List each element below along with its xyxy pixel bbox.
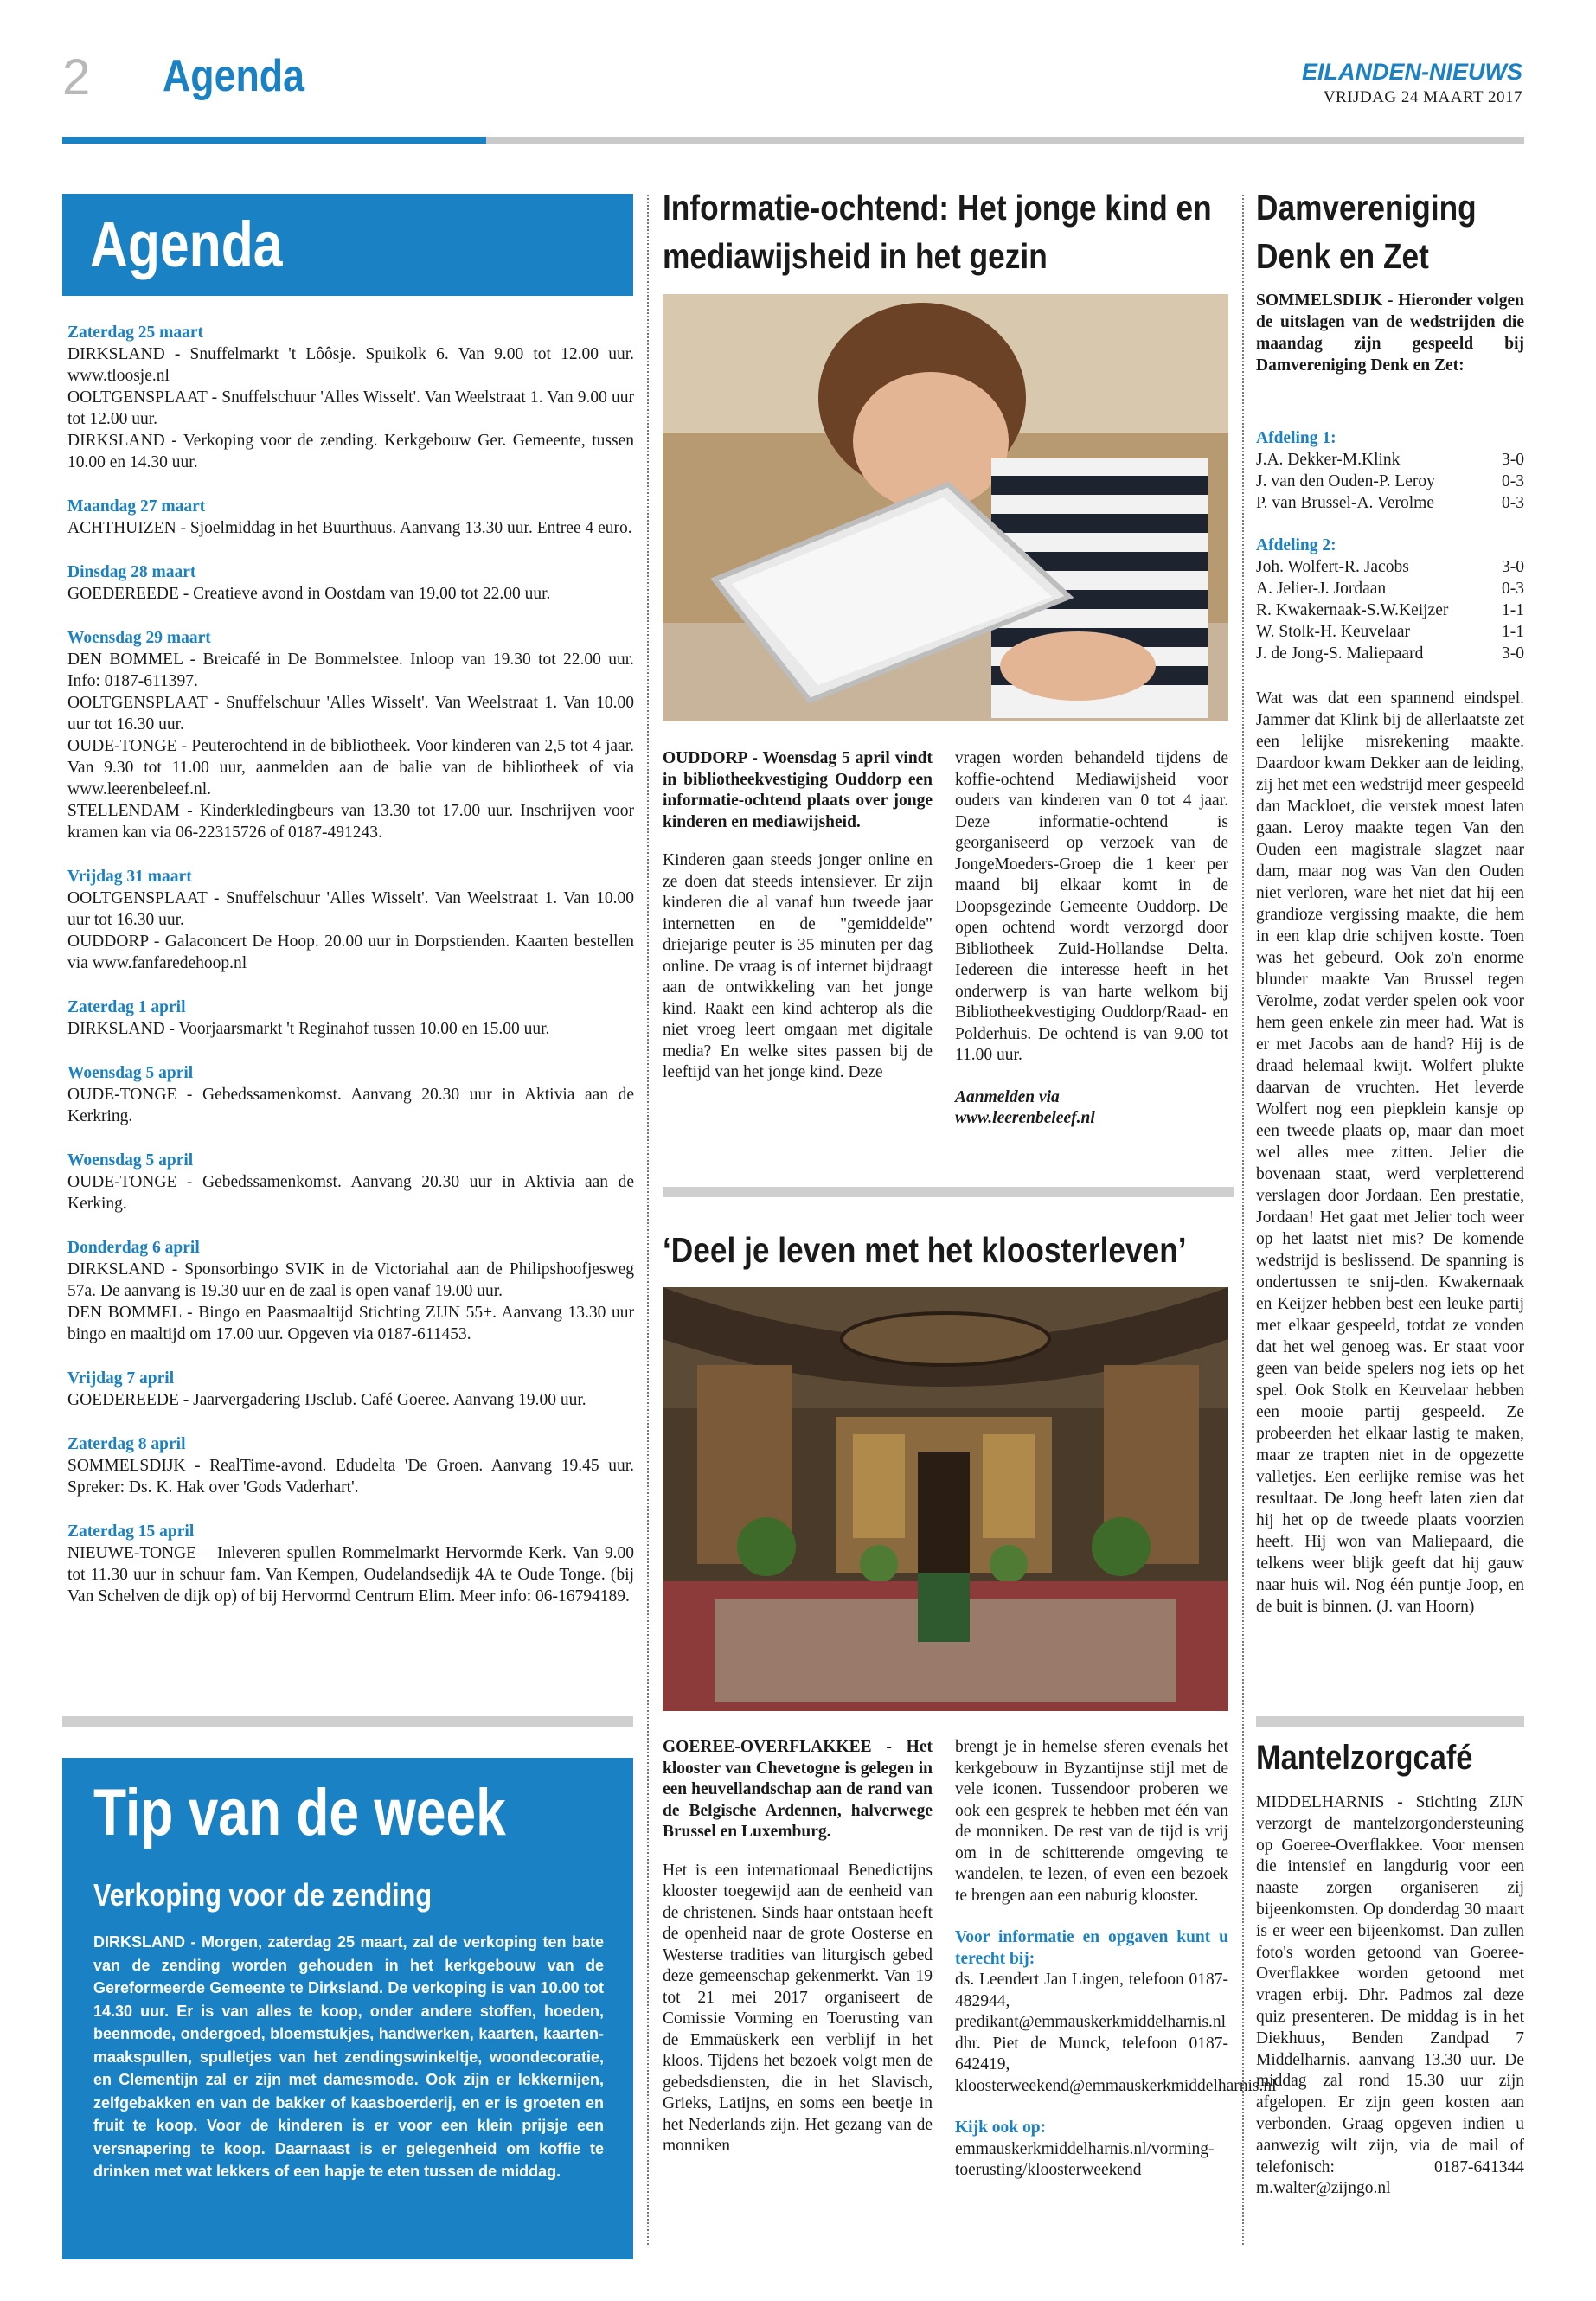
child-tablet-photo (663, 294, 1228, 721)
agenda-item: DIRKSLAND - Voorjaarsmarkt 't Reginahof tussen 10.00 en 15.00 uur. (67, 1020, 550, 1038)
agenda-item: GOEDEREEDE - Jaarvergadering IJsclub. Café Goeree. Aanvang 19.00 uur. (67, 1391, 586, 1409)
masthead-logo: EILANDEN-NIEUWS (1302, 59, 1522, 85)
result-row (1256, 621, 1524, 643)
header-accent-bar (62, 137, 486, 144)
agenda-item: SOMMELSDIJK - RealTime-avond. Edudelta 'De Groen. Aanvang 19.45 uur. Spreker: Ds. K. Hak over 'Gods Vaderhart'. (67, 1457, 634, 1497)
result-score: 1-1 (1502, 623, 1524, 641)
article-column (663, 748, 933, 1084)
result-score: 1-1 (1502, 601, 1524, 619)
agenda-item: NIEUWE-TONGE – Inleveren spullen Rommelmarkt Hervormde Kerk. Van 9.00 tot 11.30 uur in schuur fam. Van Kempen, Oudelandsedijk 4A te Oude Tonge. (bij Van Schelven de dijk op) of bij Hervormd Centrum Elim. Meer info: 06-16794189. (67, 1544, 634, 1606)
article-column (955, 748, 1228, 1130)
agenda-item: DIRKSLAND - Snuffelmarkt 't Lôôsje. Spuikolk 6. Van 9.00 tot 12.00 uur. www.tloosje.nl (67, 345, 634, 385)
see-also-link: emmauskerkmiddelharnis.nl/vorming-toerusting/kloosterweekend (955, 2139, 1215, 2179)
agenda-event (67, 322, 634, 473)
article-headline: Informatie-ochtend: Het jonge kind en mediawijsheid in het gezin (663, 188, 1212, 276)
tip-subtitle: Verkoping voor de zending (93, 1877, 433, 1913)
agenda-date: Vrijdag 31 maart (67, 868, 192, 886)
agenda-event (67, 1521, 634, 1607)
result-match: J. de Jong-S. Maliepaard (1256, 644, 1424, 663)
agenda-item: DIRKSLAND - Verkoping voor de zending. Kerkgebouw Ger. Gemeente, tussen 10.00 en 14.30 uur. (67, 432, 634, 471)
agenda-date: Zaterdag 8 april (67, 1435, 186, 1453)
agenda-date: Woensdag 5 april (67, 1064, 194, 1082)
result-row (1256, 578, 1524, 599)
agenda-event (67, 1062, 634, 1127)
article-column (663, 1737, 933, 2157)
see-also-heading: Kijk ook op: (955, 2118, 1047, 2137)
signoff-link: www.leerenbeleef.nl (955, 1109, 1095, 1127)
agenda-item: DIRKSLAND - Sponsorbingo SVIK in de Victoriahal aan de Philipshoofjesweg 57a. De aanvang is 19.30 uur en de zaal is open vanaf 19.00 uur. (67, 1260, 634, 1300)
result-score: 0-3 (1502, 494, 1524, 512)
result-score: 3-0 (1502, 451, 1524, 469)
article-body: vragen worden behandeld tijdens de koffie-ochtend Mediawijsheid voor ouders van kinderen van 0 tot 4 jaar. Deze informatie-ochtend is georganiseerd op verzoek van de JongeMoeders-Groep die 1 keer per maand bij elkaar komt in de Doopsgezinde Gemeente Ouddorp. De open ochtend wordt verzorgd door Bibliotheek Zuid-Hollandse Delta. Iedereen die interesse heeft in het onderwerp is van harte welkom bij Bibliotheekvestiging Ouddorp/Raad- en Polderhuis. De ochtend is van 9.00 tot 11.00 uur. (955, 749, 1228, 1064)
division-heading: Afdeling 1: (1256, 429, 1336, 447)
result-row (1256, 556, 1524, 578)
info-heading: Voor informatie en opgaven kunt u terecht bij: (955, 1928, 1228, 1968)
agenda-item: OOLTGENSPLAAT - Snuffelschuur 'Alles Wisselt'. Van Weelstraat 1. Van 10.00 uur tot 16.30 uur. (67, 694, 634, 734)
tip-title: Tip van de week (93, 1776, 506, 1849)
agenda-item: OOLTGENSPLAAT - Snuffelschuur 'Alles Wisselt'. Van Weelstraat 1. Van 9.00 uur tot 12.00 uur. (67, 388, 634, 428)
article-body: Kinderen gaan steeds jonger online en ze doen dat steeds intensiever. Er zijn kinderen die al vanaf hun tweede jaar internetten en de "gemiddelde" driejarige peuter is 35 minuten per dag online. De vraag is of internet bijdraagt aan de ontwikkeling van het jonge kind. Raakt een kind achterop als die niet vroeg leert omgaan met digitale media? En welke sites passen bij de leeftijd van het jonge kind. Deze (663, 851, 933, 1081)
result-match: P. van Brussel-A. Verolme (1256, 494, 1434, 512)
agenda-date: Dinsdag 28 maart (67, 563, 196, 581)
agenda-date: Zaterdag 15 april (67, 1522, 195, 1541)
agenda-item: OUDE-TONGE - Gebedssamenkomst. Aanvang 20.30 uur in Aktivia aan de Kerkring. (67, 1086, 634, 1125)
article-lead: SOMMELSDIJK - Hieronder volgen de uitslagen van de wedstrijden die maandag zijn gespeeld bij Damvereniging Denk en Zet: (1256, 292, 1524, 375)
section-rule (62, 1716, 633, 1727)
agenda-event (67, 866, 634, 974)
article-signoff (955, 1087, 1228, 1130)
section-rule (1256, 1716, 1524, 1727)
agenda-event (67, 496, 634, 539)
result-row (1256, 492, 1524, 514)
agenda-item: OOLTGENSPLAAT - Snuffelschuur 'Alles Wisselt'. Van Weelstraat 1. Van 10.00 uur tot 16.30 uur. (67, 889, 634, 929)
signoff-label: Aanmelden via (955, 1087, 1060, 1106)
agenda-list (67, 322, 634, 1630)
section-rule (663, 1187, 1234, 1197)
article-headline: Mantelzorgcafé (1256, 1739, 1473, 1777)
result-match: R. Kwakernaak-S.W.Keijzer (1256, 601, 1449, 619)
agenda-item: OUDE-TONGE - Gebedssamenkomst. Aanvang 20.30 uur in Aktivia aan de Kerking. (67, 1173, 634, 1213)
agenda-event (67, 1237, 634, 1345)
agenda-event (67, 561, 634, 605)
result-match: W. Stolk-H. Keuvelaar (1256, 623, 1410, 641)
agenda-item: ACHTHUIZEN - Sjoelmiddag in het Buurthuus. Aanvang 13.30 uur. Entree 4 euro. (67, 519, 632, 537)
agenda-event (67, 1150, 634, 1215)
tip-body: DIRKSLAND - Morgen, zaterdag 25 maart, zal de verkoping ten bate van de zending worden gehouden in het kerkgebouw van de Gereformeerde Gemeente te Dirksland. De verkoping is van 10.00 tot 14.30 uur. Er is van alles te koop, onder andere stoffen, hoeden, beenmode, ondergoed, bloemstukjes, handwerken, kaarten, kaarten-maakspullen, spulletjes van het zendingswinkeltje, woondecoratie, en Clementijn zal er zijn met damesmode. Ook zijn er lekkernijen, zelfgebakken en van de bakker of kaasboerderij, en er is groeten en fruit te koop. Voor de kinderen is er voor een klein prijsje een versnapering te koop. Daarnaast is er gelegenheid om koffie te drinken met wat lekkers of een hapje te eten tussen de middag. (93, 1933, 604, 2180)
article-headline: Damvereniging Denk en Zet (1256, 188, 1477, 276)
agenda-event (67, 997, 634, 1040)
result-score: 0-3 (1502, 580, 1524, 598)
result-score: 0-3 (1502, 472, 1524, 490)
article-body: Het is een internationaal Benedictijns klooster toegewijd aan de eenheid van de christenen. Sinds haar ontstaan heeft de openheid naar de grote Oosterse en Westerse tradities van liturgisch gebed deze gemeenschap gekenmerkt. Van 19 tot 21 mei 2017 organiseert de Comissie Vorming en Toerusting van de Emmaüskerk een verblijf in het kloos. Tijdens het bezoek volgt men de gebedsdiensten, die in het Slavisch, Grieks, Latijns, en soms een beetje in het Nederlands zijn. Het gezang van de monniken (663, 1861, 933, 2155)
agenda-item: DEN BOMMEL - Bingo en Paasmaaltijd Stichting ZIJN 55+. Aanvang 13.30 uur bingo en maaltijd om 17.00 uur. Opgeven via 0187-611453. (67, 1304, 634, 1343)
article-column (955, 1737, 1277, 2182)
agenda-event (67, 627, 634, 843)
agenda-item: DEN BOMMEL - Breicafé in De Bommelstee. Inloop van 19.30 tot 22.00 uur. Info: 0187-611397. (67, 651, 634, 690)
header-rule (486, 137, 1524, 144)
result-score: 3-0 (1502, 644, 1524, 663)
division (1256, 427, 1524, 514)
article-body: brengt je in hemelse sferen evenals het kerkgebouw in Byzantijnse stijl met de vele iconen. Tussendoor proberen we ook een gesprek te hebben met één van de monniken. De rest van de tijd is vrij om in de schitterende omgeving te wandelen, te lezen, of even een bezoek te brengen aan een naburig klooster. (955, 1738, 1228, 1905)
info-contacts: ds. Leendert Jan Lingen, telefoon 0187-482944, predikant@emmauskerkmiddelharnis.nl dhr. Piet de Munck, telefoon 0187-642419, kloosterweekend@emmauskerkmiddelharnis.nl (955, 1971, 1277, 2095)
column-divider (647, 195, 649, 2245)
article-body: MIDDELHARNIS - Stichting ZIJN verzorgt de mantelzorgondersteuning op Goeree-Overflakkee. Voor mensen die intensief en langdurig voor een naaste zorgen organiseren zij bijeenkomsten. Op donderdag 30 maart is er weer een bijeenkomst. Dan zullen foto's worden getoond van Goeree-Overflakkee worden getoond met vragen erbij. Dhr. Padmos zal deze quiz presenteren. De middag is in het Diekhuus, Benden Zandpad 7 Middelharnis. aanvang 13.30 uur. De middag zal rond 15.30 uur zijn afgelopen. Er zijn geen kosten aan verbonden. Graag opgeven indien u aanwezig wilt zijn, via de mail of telefonisch: 0187-641344 m.walter@zijngo.nl (1256, 1793, 1524, 2198)
agenda-date: Zaterdag 25 maart (67, 324, 204, 342)
agenda-item: STELLENDAM - Kinderkledingbeurs van 13.30 tot 17.00 uur. Inschrijven voor kramen kan via 06-22315726 of 0187-491243. (67, 802, 634, 842)
division (1256, 535, 1524, 664)
agenda-date: Vrijdag 7 april (67, 1369, 175, 1388)
article-lead: OUDDORP - Woensdag 5 april vindt in bibliotheekvestiging Ouddorp een informatie-ochtend plaats over jonge kinderen en mediawijsheid. (663, 749, 933, 831)
column-divider (1242, 195, 1244, 2245)
article-body: Wat was dat een spannend eindspel. Jammer dat Klink bij de allerlaatste zet een lelijke misrekening maakte. Daardoor kwam Dekker aan de leiding, zij het met een wedstrijd meer gespeeld dan Mackloet, die verstek moest laten gaan. Leroy maakte tegen Van den Ouden een magistrale slagzet naar dam, maar nog was Van den Ouden niet verloren, ware het niet dat hij een grandioze vergissing maakte, die hem in een klap drie schijven kostte. Toen was het gebeurd. Ook zo'n enorme blunder maakte Van Brussel tegen Verolme, zodat verder spelen ook voor hem geen enkele zin meer had. Wat is er met Jacobs aan de hand? Hij is de draad helemaal kwijt. Wolfert plukte daarvan de vruchten. Het leverde Wolfert nog een piepklein kansje op een tweede plaats op, maar dan moet wel alles mee zitten. Jelier die bovenaan staat, werd verpletterend verslagen door Jordaan. Een prestatie, Jordaan! Het gaat met Jelier toch weer op het laatst niet mis? De komende wedstrijd is beslissend. De spanning is ondertussen te snij-den. Kwakernaak en Keijzer hebben best een leuke partij met elkaar gespeeld, totdat ze vonden dat het wel genoeg was. Er staat voor geen van beide spelers nog iets op het spel. Ook Stolk en Keuvelaar hebben een mooie partij gespeeld. Ze probeerden het elkaar lastig te maken, maar ze trapten niet in de opgezette valletjes. Een eerlijke remise was het resultaat. De Jong heeft laten zien dat hij het op de tweede plaats voorzien heeft. Hij won van Maliepaard, die telkens weer blijk geeft dat hij gauw naar huis wil. Nog één puntje Joop, en de buit is binnen. (J. van Hoorn) (1256, 689, 1524, 1616)
result-match: J.A. Dekker-M.Klink (1256, 451, 1401, 469)
agenda-date: Maandag 27 maart (67, 497, 206, 516)
division-heading: Afdeling 2: (1256, 536, 1336, 554)
issue-date: VRIJDAG 24 MAART 2017 (1323, 88, 1522, 106)
agenda-event (67, 1433, 634, 1498)
monastery-interior-photo (663, 1287, 1228, 1711)
article-lead: GOEREE-OVERFLAKKEE - Het klooster van Chevetogne is gelegen in een heuvellandschap aan de rand van de Belgische Ardennen, halverwege Brussel en Luxemburg. (663, 1738, 933, 1841)
article-headline: ‘Deel je leven met het kloosterleven’ (663, 1230, 1187, 1270)
agenda-item: OUDDORP - Galaconcert De Hoop. 20.00 uur in Dorpstienden. Kaarten bestellen via www.fanfaredehoop.nl (67, 933, 634, 972)
result-row (1256, 643, 1524, 664)
results-table (1256, 427, 1524, 685)
result-score: 3-0 (1502, 558, 1524, 576)
agenda-date: Donderdag 6 april (67, 1239, 200, 1257)
agenda-event (67, 1368, 634, 1411)
result-match: J. van den Ouden-P. Leroy (1256, 472, 1435, 490)
agenda-title: Agenda (90, 208, 283, 280)
result-match: Joh. Wolfert-R. Jacobs (1256, 558, 1409, 576)
agenda-item: OUDE-TONGE - Peuterochtend in de bibliotheek. Voor kinderen van 2,5 tot 4 jaar. Van 9.30 tot 11.00 uur, aanmelden aan de balie van de bibliotheek of via www.leerenbeleef.nl. (67, 737, 634, 798)
result-match: A. Jelier-J. Jordaan (1256, 580, 1387, 598)
agenda-date: Zaterdag 1 april (67, 998, 186, 1016)
page-number: 2 (62, 49, 91, 106)
agenda-date: Woensdag 29 maart (67, 629, 211, 647)
agenda-date: Woensdag 5 april (67, 1151, 194, 1170)
result-row (1256, 599, 1524, 621)
result-row (1256, 449, 1524, 471)
section-title: Agenda (163, 51, 304, 101)
agenda-item: GOEDEREEDE - Creatieve avond in Oostdam van 19.00 tot 22.00 uur. (67, 585, 551, 603)
result-row (1256, 471, 1524, 492)
